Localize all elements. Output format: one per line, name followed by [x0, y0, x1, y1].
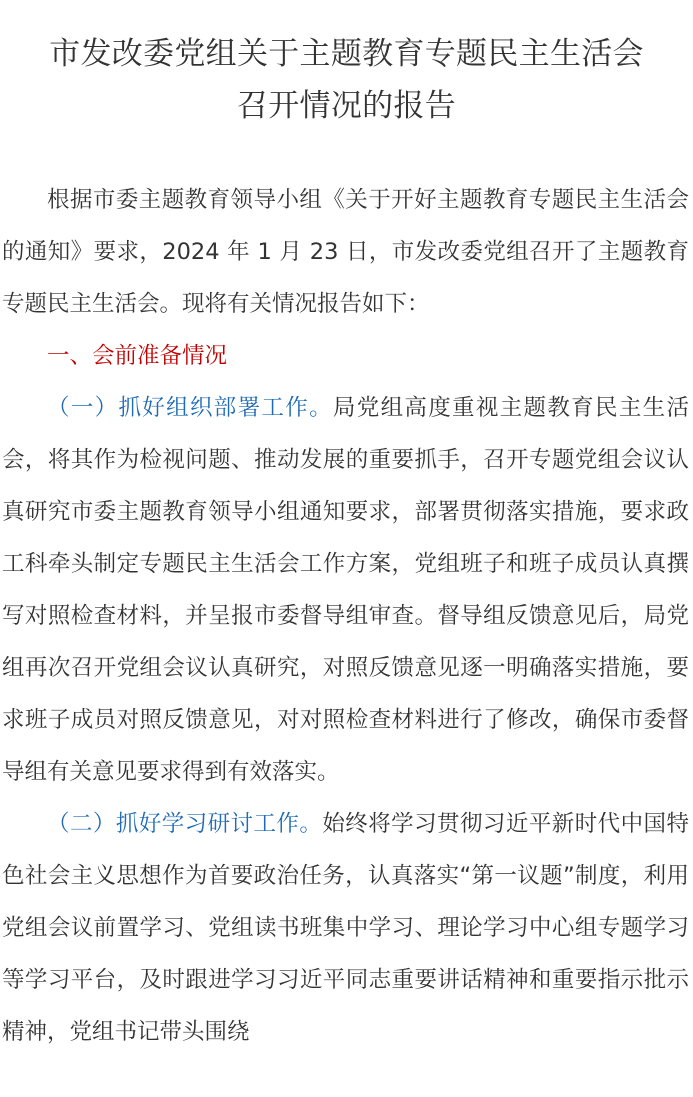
intro-paragraph: 根据市委主题教育领导小组《关于开好主题教育专题民主生活会的通知》要求，2024 年 1 月 23 日，市发改委党组召开了主题教育专题民主生活会。现将有关情况报告如下：: [2, 187, 689, 317]
subheading-organization: （一）抓好组织部署工作。: [47, 395, 333, 421]
paragraph-organization-text: 局党组高度重视主题教育民主生活会，将其作为检视问题、推动发展的重要抓手，召开专题党组会议认真研究市委主题教育领导小组通知要求，部署贯彻落实措施，要求政工科牵头制定专题民主生活会工作方案，党组班子和班子成员认真撰写对照检查材料，并呈报市委督导组审查。督导组反馈意见后，局党组再次召开党组会议认真研究，对照反馈意见逐一明确落实措施，要求班子成员对照反馈意见，对对照检查材料进行了修改，确保市委督导组有关意见要求得到有效落实。: [2, 395, 689, 785]
paragraph-study: [0, 798, 693, 1058]
paragraph-study-text: 始终将学习贯彻习近平新时代中国特色社会主义思想作为首要政治任务，认真落实“第一议题”制度，利用党组会议前置学习、党组读书班集中学习、理论学习中心组专题学习等学习平台，及时跟进学习习近平同志重要讲话精神和重要指示批示精神，党组书记带头围绕: [2, 811, 689, 1045]
title-line-2: 召开情况的报告: [236, 88, 457, 124]
paragraph-organization: [0, 382, 693, 798]
section-heading-preparation: 一、会前准备情况: [47, 343, 228, 369]
document-body: [0, 174, 693, 1058]
document-title: [0, 0, 693, 132]
subheading-study: （二）抓好学习研讨工作。: [47, 811, 323, 837]
title-line-1: 市发改委党组关于主题教育专题民主生活会: [49, 36, 644, 72]
